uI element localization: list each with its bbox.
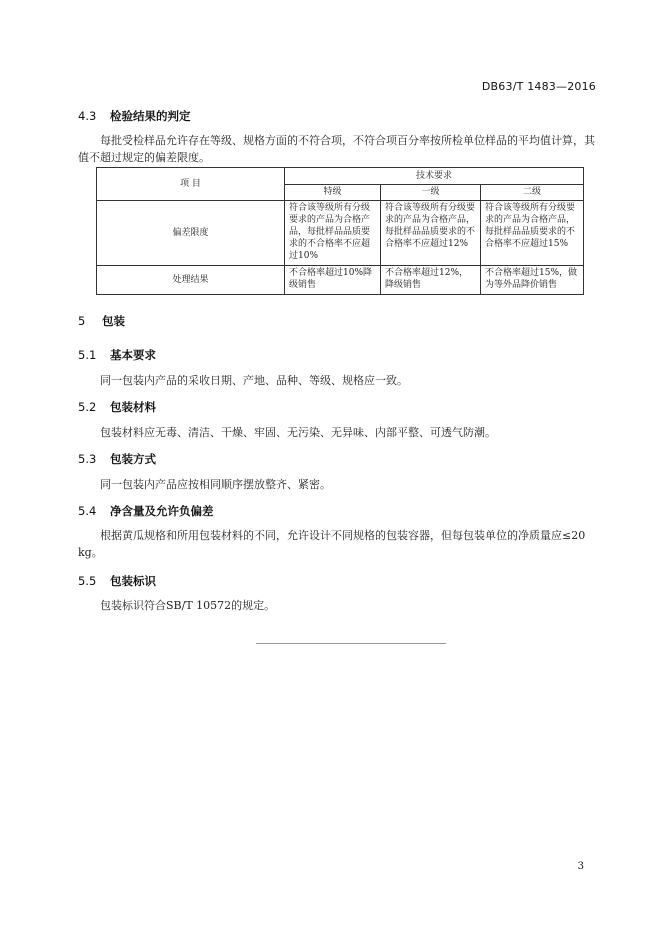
document-code: DB63/T 1483—2016 [481, 80, 596, 93]
end-rule [256, 643, 446, 644]
section-5-3-heading [78, 451, 156, 467]
table-cell: 符合该等级所有分级要求的产品为合格产品，每批样品品质要求的不合格率不应超过10% [285, 201, 381, 266]
table-cell: 不合格率超过10%降级销售 [285, 266, 381, 295]
section-number: 5.1 [78, 348, 97, 362]
table-cell: 不合格率超过15%，做为等外品降价销售 [481, 266, 584, 295]
section-number: 5.5 [78, 574, 97, 588]
section-5-2-heading [78, 399, 156, 415]
section-number: 5 [78, 314, 86, 328]
grade-special: 特级 [285, 184, 381, 201]
section-5-4-heading [78, 503, 214, 519]
row-label-handling: 处理结果 [97, 266, 285, 295]
section-5-1-paragraph: 同一包装内产品的采收日期、产地、品种、等级、规格应一致。 [100, 374, 408, 387]
table-cell: 符合该等级所有分级要求的产品为合格产品，每批样品品质要求的不合格率不应超过15% [481, 201, 584, 266]
section-title: 净含量及允许负偏差 [110, 504, 214, 518]
section-5-5-paragraph: 包装标识符合SB/T 10572的规定。 [100, 599, 276, 612]
table-cell: 不合格率超过12%，降级销售 [381, 266, 481, 295]
section-title: 包装方式 [110, 452, 157, 466]
section-5-4-paragraph: 根据黄瓜规格和所用包装材料的不同，允许设计不同规格的包装容器，但每包装单位的净质量应≤20 kg。 [78, 529, 586, 559]
section-5-2-paragraph: 包装材料应无毒、清洁、干燥、牢固、无污染、无异味、内部平整、可透气防潮。 [100, 426, 496, 439]
page-number: 3 [577, 861, 584, 872]
tolerance-table [96, 167, 584, 295]
section-5-3-paragraph: 同一包装内产品应按相同顺序摆放整齐、紧密。 [100, 478, 331, 491]
section-5-1-heading [78, 347, 156, 363]
section-5-heading [78, 313, 125, 329]
section-title: 包装 [102, 314, 126, 328]
header-technical-requirements: 技术要求 [285, 168, 584, 185]
section-title: 基本要求 [110, 348, 157, 362]
section-4-3-paragraph: 每批受检样品允许存在等级、规格方面的不符合项，不符合项百分率按所检单位样品的平均值计算，其值不超过规定的偏差限度。 [78, 134, 595, 164]
section-number: 5.3 [78, 452, 97, 466]
row-label-deviation: 偏差限度 [97, 201, 285, 266]
section-number: 4.3 [78, 109, 97, 123]
header-item: 项 目 [97, 168, 285, 201]
table-header-row [97, 168, 584, 185]
section-number: 5.4 [78, 504, 97, 518]
grade-second: 二级 [481, 184, 584, 201]
section-title: 包装材料 [110, 400, 157, 414]
section-number: 5.2 [78, 400, 97, 414]
section-title: 包装标识 [110, 574, 157, 588]
table-row [97, 266, 584, 295]
table-cell: 符合该等级所有分级要求的产品为合格产品，每批样品品质要求的不合格率不应超过12% [381, 201, 481, 266]
table-row [97, 201, 584, 266]
section-title: 检验结果的判定 [110, 109, 191, 123]
grade-first: 一级 [381, 184, 481, 201]
section-4-3-heading [78, 108, 191, 124]
section-5-5-heading [78, 573, 156, 589]
